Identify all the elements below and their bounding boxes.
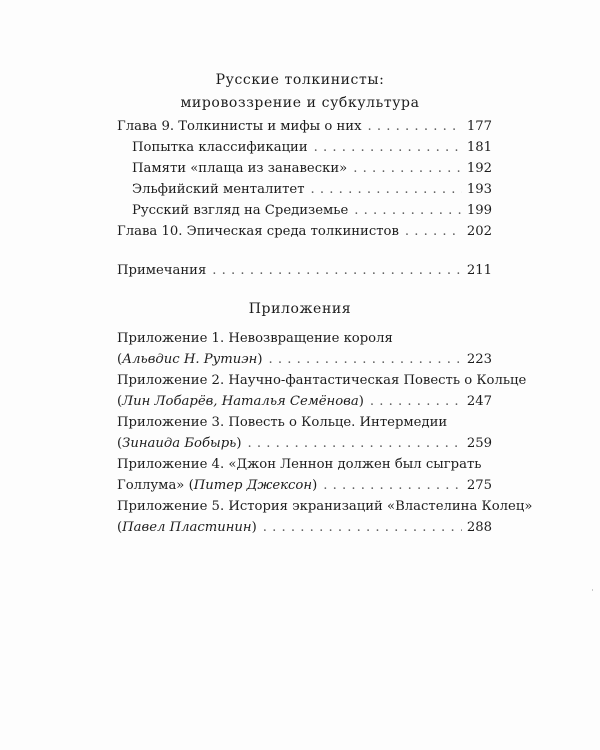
leader-dots xyxy=(354,202,462,220)
appendix-title-text: Приложение 3. Повесть о Кольце. Интермедии xyxy=(117,415,448,430)
leader-dots xyxy=(212,262,462,280)
toc-entry[interactable] xyxy=(132,202,492,220)
appendix-author: (Лин Лобарёв, Наталья Семёнова) xyxy=(117,394,364,409)
appendix-author-line[interactable] xyxy=(117,351,492,369)
appendix-author-line[interactable] xyxy=(117,519,492,537)
toc-entry[interactable] xyxy=(117,223,492,241)
toc-entry[interactable] xyxy=(132,139,492,157)
toc-entry-title: Попытка классификации xyxy=(132,140,308,155)
toc-entry-page: 181 xyxy=(466,140,492,155)
leader-dots xyxy=(405,223,462,241)
appendix-author: Голлума» (Питер Джексон) xyxy=(117,478,318,493)
appendix-title-text: Приложение 2. Научно-фантастическая Повесть о Кольце xyxy=(117,373,527,388)
leader-dots xyxy=(353,160,462,178)
leader-dots xyxy=(311,181,462,199)
appendix-author-line[interactable] xyxy=(117,393,492,411)
part-title-line-1: Русские толкинисты: xyxy=(215,72,385,88)
appendix-title-text: Приложение 4. «Джон Леннон должен был сыграть xyxy=(117,457,482,472)
scan-speck xyxy=(592,589,593,591)
appendix-author-line[interactable] xyxy=(117,435,492,453)
toc-entry-title: Глава 9. Толкинисты и мифы о них xyxy=(117,119,362,134)
appendix-page: 275 xyxy=(466,478,492,493)
toc-entry-notes[interactable] xyxy=(117,262,492,280)
appendix-title[interactable] xyxy=(117,498,533,516)
toc-entry-page: 177 xyxy=(466,119,492,134)
appendix-page: 223 xyxy=(466,352,492,367)
notes-title: Примечания xyxy=(117,263,207,278)
toc-entry[interactable] xyxy=(132,181,492,199)
toc-entry[interactable] xyxy=(117,118,492,136)
notes-page: 211 xyxy=(466,263,492,278)
toc-entry-page: 199 xyxy=(466,203,492,218)
toc-entry-page: 192 xyxy=(466,161,492,176)
part-title-line-2: мировоззрение и субкультура xyxy=(180,95,420,111)
leader-dots xyxy=(268,351,461,369)
leader-dots xyxy=(368,118,462,136)
toc-entry-page: 202 xyxy=(466,224,492,239)
appendix-title[interactable] xyxy=(117,372,527,390)
toc-entry-page: 193 xyxy=(466,182,492,197)
appendix-title[interactable] xyxy=(117,456,492,474)
appendix-title[interactable] xyxy=(117,414,492,432)
appendix-page: 288 xyxy=(466,520,492,535)
leader-dots xyxy=(314,139,462,157)
appendix-page: 247 xyxy=(466,394,492,409)
appendix-author: (Зинаида Бобырь) xyxy=(117,436,242,451)
appendix-author: (Павел Пластинин) xyxy=(117,520,257,535)
leader-dots xyxy=(263,519,462,537)
appendix-title-text: Приложение 5. История экранизаций «Властелина Колец» xyxy=(117,499,533,514)
leader-dots xyxy=(323,477,462,495)
toc-entry-title: Глава 10. Эпическая среда толкинистов xyxy=(117,224,399,239)
appendix-author-line[interactable] xyxy=(117,477,492,495)
toc-entry-title: Русский взгляд на Средиземье xyxy=(132,203,349,218)
appendices-heading: Приложения xyxy=(248,301,352,317)
appendix-title[interactable] xyxy=(117,330,492,348)
appendix-author: (Альвдис Н. Рутиэн) xyxy=(117,352,263,367)
toc-entry-title: Эльфийский менталитет xyxy=(132,182,305,197)
toc-entry-title: Памяти «плаща из занавески» xyxy=(132,161,348,176)
leader-dots xyxy=(248,435,462,453)
leader-dots xyxy=(370,393,462,411)
appendix-page: 259 xyxy=(466,436,492,451)
appendix-title-text: Приложение 1. Невозвращение короля xyxy=(117,331,393,346)
toc-entry[interactable] xyxy=(132,160,492,178)
